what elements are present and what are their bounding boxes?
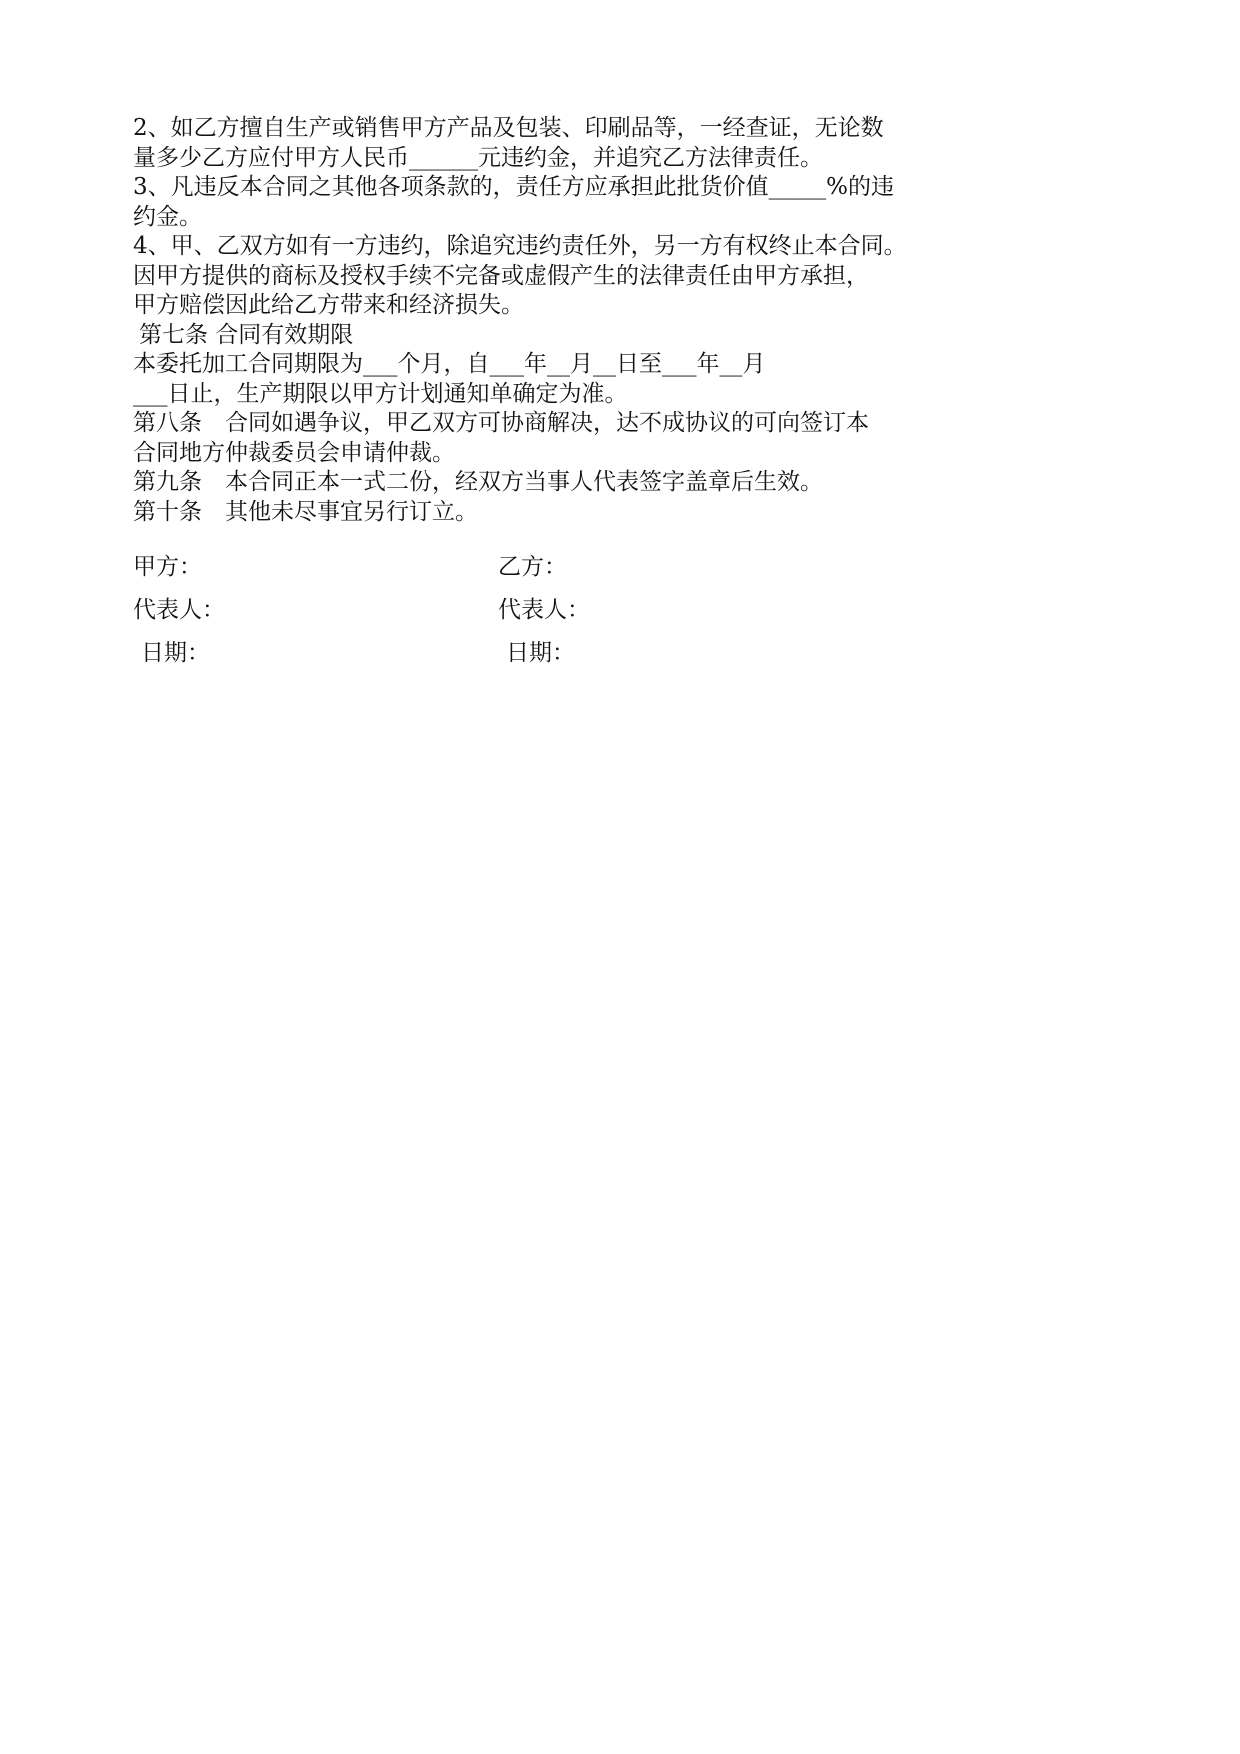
party-b-representative-label: 代表人： <box>498 597 590 623</box>
clause-2-line-2: 量多少乙方应付甲方人民币______元违约金，并追究乙方法律责任。 <box>133 144 823 171</box>
article-7-line-2: ___日止，生产期限以甲方计划通知单确定为准。 <box>133 380 628 407</box>
clause-4-line-3: 甲方赔偿因此给乙方带来和经济损失。 <box>133 292 524 318</box>
party-b-label: 乙方： <box>498 554 567 580</box>
article-9-line: 第九条 本合同正本一式二份，经双方当事人代表签字盖章后生效。 <box>133 469 823 495</box>
clause-4-line-1: 4、甲、乙双方如有一方违约，除追究违约责任外，另一方有权终止本合同。 <box>133 233 907 259</box>
article-8-line-1: 第八条 合同如遇争议，甲乙双方可协商解决，达不成协议的可向签订本 <box>133 410 869 436</box>
contract-body <box>133 114 978 527</box>
article-7-line-1: 本委托加工合同期限为___个月，自___年__月__日至___年__月 <box>133 351 766 377</box>
clause-3-line-1: 3、凡违反本合同之其他各项条款的，责任方应承担此批货价值_____%的违 <box>133 174 894 200</box>
party-a-representative-label: 代表人： <box>133 597 225 623</box>
party-b-date-label: 日期： <box>506 640 575 666</box>
clause-2-line-1: 2、如乙方擅自生产或销售甲方产品及包装、印刷品等，一经查证，无论数 <box>133 115 884 141</box>
article-10-line: 第十条 其他未尽事宜另行订立。 <box>133 498 478 525</box>
party-a-label: 甲方： <box>133 554 202 580</box>
article-8-line-2: 合同地方仲裁委员会申请仲裁。 <box>133 439 455 466</box>
article-7-heading: 第七条 合同有效期限 <box>139 321 354 348</box>
clause-4-line-2: 因甲方提供的商标及授权手续不完备或虚假产生的法律责任由甲方承担， <box>133 262 869 289</box>
clause-3-line-2: 约金。 <box>133 203 202 230</box>
party-a-date-label: 日期： <box>141 640 210 666</box>
